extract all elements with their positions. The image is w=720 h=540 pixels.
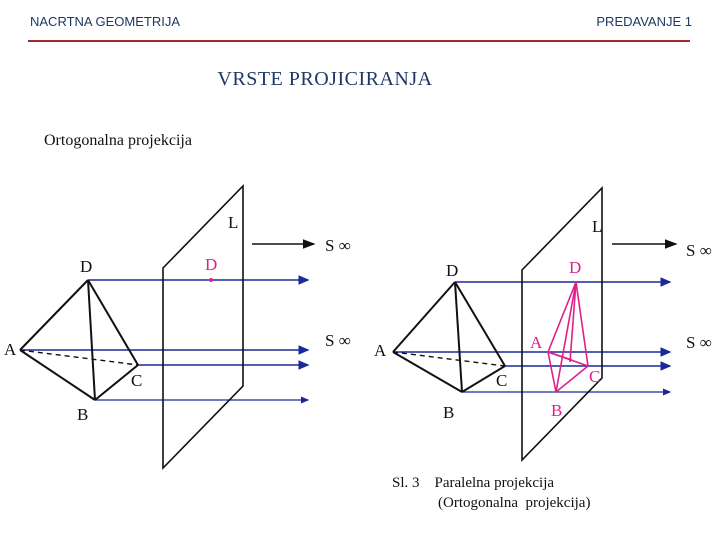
section-subtitle: Ortogonalna projekcija [44,132,192,149]
right-projected-tetrahedron [548,282,588,392]
right-projected-label-a: A [530,333,543,352]
right-direction-label-lower: S ∞ [686,333,712,352]
right-projected-label-d: D [569,258,582,277]
left-tetrahedron [20,280,138,400]
right-point-d: D [446,261,459,280]
left-point-b: B [77,405,89,424]
left-point-d: D [80,257,93,276]
figure-caption-line1: Sl. 3 Paralelna projekcija [392,475,555,491]
left-point-c: C [131,371,143,390]
header-left-title: NACRTNA GEOMETRIJA [30,14,181,29]
left-direction-label-lower: S ∞ [325,331,351,350]
right-point-b: B [443,403,455,422]
right-direction-label-upper: S ∞ [686,241,712,260]
right-projected-label-b: B [551,401,563,420]
right-hidden-edge [393,352,505,366]
figure-caption-line2: (Ortogonalna projekcija) [438,495,591,511]
right-plane-label: L [592,217,603,236]
left-projected-point-d [209,278,213,282]
left-figure [4,186,351,468]
header-right-title: PREDAVANJE 1 [596,14,692,29]
left-point-a: A [4,340,17,359]
page-title: VRSTE PROJICIRANJA [217,68,433,90]
left-plane-label: L [228,213,239,232]
left-direction-label-upper: S ∞ [325,236,351,255]
left-projected-label-d: D [205,255,218,274]
right-point-c: C [496,371,508,390]
right-figure [374,188,712,511]
right-projected-label-c: C [589,367,601,386]
right-point-a: A [374,341,387,360]
right-tetrahedron [393,282,508,392]
